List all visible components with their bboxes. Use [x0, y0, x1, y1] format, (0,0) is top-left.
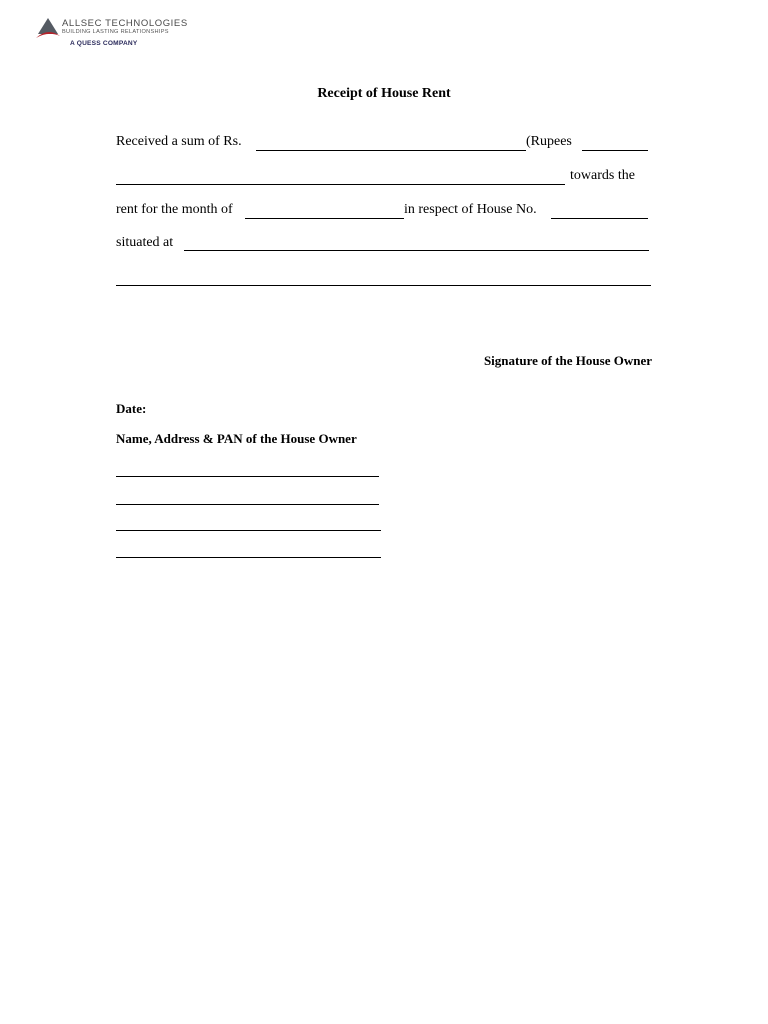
owner-name-blank[interactable]	[116, 476, 379, 477]
house-number-label: in respect of House No.	[404, 202, 537, 217]
document-title: Receipt of House Rent	[317, 86, 451, 101]
house-number-blank[interactable]	[551, 218, 648, 219]
signature-label: Signature of the House Owner	[483, 353, 652, 368]
owner-details-label: Name, Address & PAN of the House Owner	[116, 431, 357, 446]
towards-label: towards the	[570, 168, 635, 183]
logo-company-name: ALLSEC TECHNOLOGIES	[62, 18, 188, 29]
amount-blank[interactable]	[256, 150, 526, 151]
address-blank[interactable]	[184, 250, 649, 251]
situated-label: situated at	[116, 235, 174, 250]
company-logo	[36, 18, 196, 50]
rupees-words-continued-blank[interactable]	[116, 184, 565, 185]
rupees-words-blank[interactable]	[582, 150, 648, 151]
logo-parent-company: A QUESS COMPANY	[70, 40, 138, 47]
logo-tagline: BUILDING LASTING RELATIONSHIPS	[62, 29, 169, 35]
rupees-label: (Rupees	[526, 134, 572, 149]
owner-address-blank[interactable]	[116, 504, 379, 505]
owner-pan-blank[interactable]	[116, 557, 381, 558]
allsec-logo-icon	[36, 18, 62, 40]
received-sum-label: Received a sum of Rs.	[116, 134, 242, 149]
month-blank[interactable]	[245, 218, 404, 219]
date-label: Date:	[116, 401, 147, 416]
address-continued-blank[interactable]	[116, 285, 651, 286]
month-label: rent for the month of	[116, 202, 233, 217]
owner-address-continued-blank[interactable]	[116, 530, 381, 531]
